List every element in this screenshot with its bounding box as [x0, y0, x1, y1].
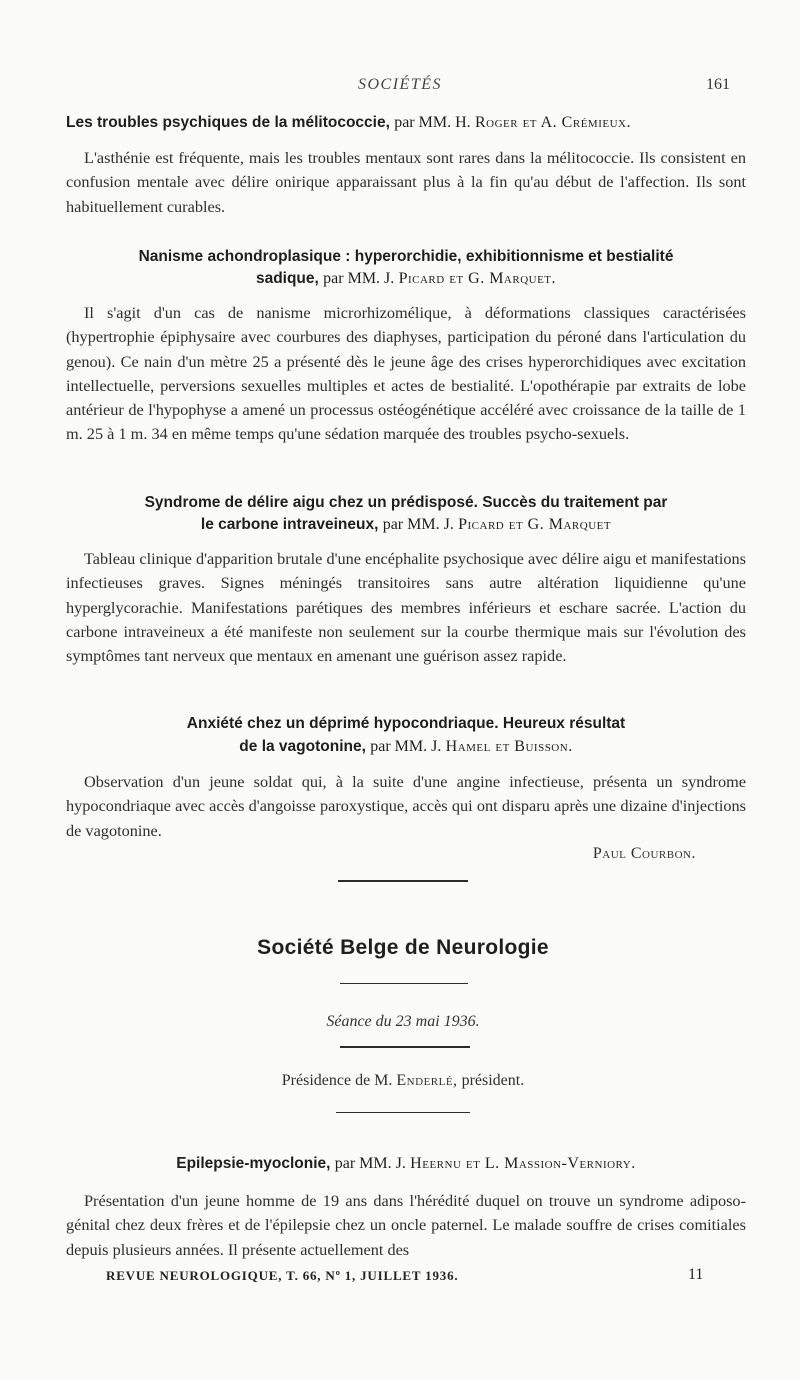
article-3-title-line2	[66, 516, 746, 534]
article-4-by: par MM. J.	[370, 738, 442, 755]
article-3-body: Tableau clinique d'apparition brutale d'une encéphalite psychosique avec délire aigu et manifestations infectieuses graves. Signes méningés transitoires sans autre altération liquidienne qu'une hyperglycorachie. Manifestations parétiques des membres inférieurs et eschare sacrée. L'action du carbone intraveineux a été manifeste non seulement sur la courbe thermique mais sur l'évolution des symptômes tant nerveux que mentaux en amenant une guérison assez rapide.	[66, 549, 746, 666]
session-rule	[340, 1046, 470, 1048]
article-5-authors: Heernu et L. Massion-Verniory.	[410, 1155, 636, 1172]
article-1-body: L'asthénie est fréquente, mais les troubles mentaux sont rares dans la mélitococcie. Ils consistent en confusion mentale avec délire onirique apparaissant plus à la fin qu'au début de l'affection. Ils sont habituellement curables.	[66, 148, 746, 216]
article-2-title-line1: Nanisme achondroplasique : hyperorchidie, exhibitionnisme et bestialité	[138, 248, 674, 265]
article-5-by: par MM. J.	[334, 1155, 406, 1172]
article-3-title-line2-text: le carbone intraveineux,	[200, 516, 379, 533]
article-1-authors: Roger et A. Crémieux.	[474, 114, 631, 131]
article-4-title-line2	[66, 738, 746, 756]
article-1-by: par MM. H.	[394, 114, 471, 131]
article-5-title-text: Epilepsie-myoclonie,	[176, 1155, 331, 1172]
president-role: président.	[461, 1072, 525, 1089]
article-3-title-line1: Syndrome de délire aigu chez un prédisposé. Succès du traitement par	[144, 494, 668, 511]
article-4-authors: Hamel et Buisson.	[445, 738, 573, 755]
session-date: Séance du 23 mai 1936.	[326, 1013, 480, 1030]
article-4-body: Observation d'un jeune soldat qui, à la suite d'une angine infectieuse, présenta un syndrome hypocondriaque avec accès d'angoisse paroxystique, accès qui ont disparu après une dizaine d'injections de vagotonine.	[66, 772, 746, 840]
running-title: SOCIÉTÉS	[358, 76, 442, 93]
article-2-by: par MM. J.	[323, 270, 395, 287]
page-number: 161	[706, 76, 730, 93]
article-2-title-line2	[66, 270, 746, 288]
society-title: Société Belge de Neurologie	[257, 936, 549, 959]
article-3-authors: Picard et G. Marquet	[458, 516, 612, 533]
presidence-line	[0, 1072, 800, 1090]
president-name: Enderlé,	[396, 1072, 458, 1089]
article-5-body: Présentation d'un jeune homme de 19 ans dans l'hérédité duquel on trouve un syndrome adiposo-génital chez deux frères et de l'épilepsie chez un oncle paternel. Le malade souffre de crises comitiales depuis plusieurs années. Il présente actuellement des	[66, 1191, 746, 1259]
separator-rule	[338, 880, 468, 882]
sheet-number: 11	[688, 1266, 704, 1283]
presidence-label: Présidence de M.	[281, 1072, 393, 1089]
signature: Paul Courbon.	[592, 845, 696, 862]
article-2-title-line2-text: sadique,	[255, 270, 319, 287]
journal-footer: REVUE NEUROLOGIQUE, T. 66, Nº 1, JUILLET 1936.	[106, 1268, 459, 1283]
article-4-title-line1: Anxiété chez un déprimé hypocondriaque. Heureux résultat	[186, 715, 626, 732]
society-rule	[340, 983, 468, 984]
article-1-title-text: Les troubles psychiques de la mélitococcie,	[66, 114, 390, 131]
article-2-body: Il s'agit d'un cas de nanisme microrhizomélique, à déformations classiques caractérisées (hypertrophie épiphysaire avec courbures des diaphyses, participation du péroné dans l'articulation du genou). Ce nain d'un mètre 25 a présenté dès le jeune âge des crises hyperorchidiques avec excitation intellectuelle, perversions sexuelles multiples et actes de bestialité. L'opothérapie par extraits de lobe antérieur de l'hypophyse a amené un processus ostéogénétique accéléré avec croissance de la taille de 1 m. 25 à 1 m. 34 en même temps qu'une sédation marquée des troubles psycho-sexuels.	[66, 303, 746, 444]
presidence-rule	[336, 1112, 470, 1113]
article-1-title	[66, 114, 746, 132]
article-4-title-line2-text: de la vagotonine,	[239, 738, 366, 755]
article-2-authors: Picard et G. Marquet.	[398, 270, 557, 287]
article-3-by: par MM. J.	[382, 516, 454, 533]
article-5-title	[66, 1155, 746, 1173]
